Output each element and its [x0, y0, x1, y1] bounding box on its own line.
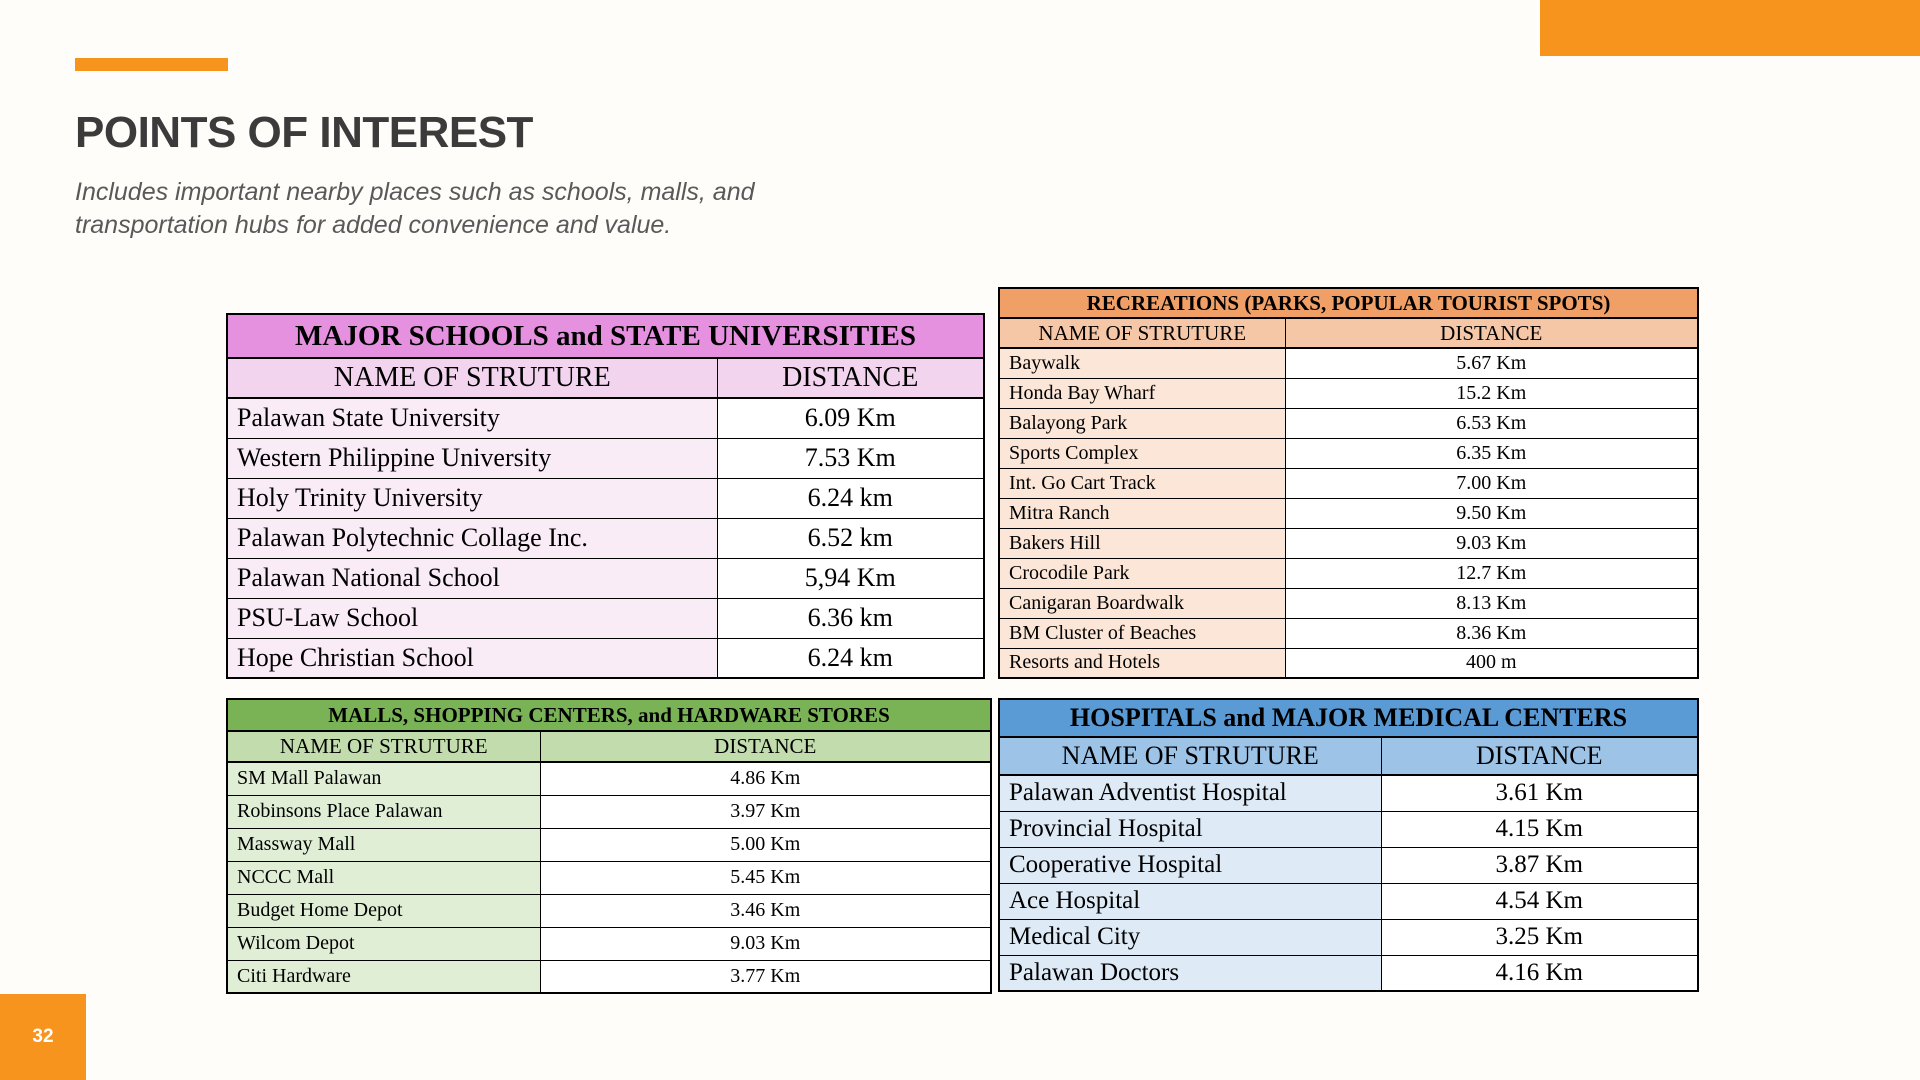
distance-cell: 6.24 km [717, 638, 984, 678]
table-row [999, 648, 1698, 678]
distance-cell: 6.24 km [717, 478, 984, 518]
distance-cell: 5.45 Km [540, 861, 991, 894]
distance-cell: 7.00 Km [1285, 468, 1698, 498]
structure-name-cell: Western Philippine University [227, 438, 717, 478]
schools-table-title-row [227, 314, 984, 358]
structure-name-cell: Baywalk [999, 348, 1285, 378]
structure-name-cell: Wilcom Depot [227, 927, 540, 960]
distance-cell: 3.25 Km [1381, 919, 1698, 955]
structure-name-cell: Int. Go Cart Track [999, 468, 1285, 498]
column-header-distance: DISTANCE [1285, 318, 1698, 348]
distance-cell: 4.86 Km [540, 762, 991, 795]
table-row [999, 528, 1698, 558]
column-header-distance: DISTANCE [540, 731, 991, 762]
table-row [999, 378, 1698, 408]
structure-name-cell: Resorts and Hotels [999, 648, 1285, 678]
structure-name-cell: Cooperative Hospital [999, 847, 1381, 883]
table-row [999, 408, 1698, 438]
structure-name-cell: Palawan Adventist Hospital [999, 775, 1381, 811]
schools-table-header-row [227, 358, 984, 398]
column-header-name: NAME OF STRUTURE [999, 737, 1381, 775]
structure-name-cell: PSU-Law School [227, 598, 717, 638]
structure-name-cell: Palawan Doctors [999, 955, 1381, 991]
column-header-distance: DISTANCE [1381, 737, 1698, 775]
malls-table-title: MALLS, SHOPPING CENTERS, and HARDWARE STORES [227, 699, 991, 731]
table-row [227, 861, 991, 894]
title-accent-bar [75, 58, 228, 71]
distance-cell: 5.67 Km [1285, 348, 1698, 378]
structure-name-cell: Palawan Polytechnic Collage Inc. [227, 518, 717, 558]
structure-name-cell: Hope Christian School [227, 638, 717, 678]
distance-cell: 3.87 Km [1381, 847, 1698, 883]
distance-cell: 6.35 Km [1285, 438, 1698, 468]
distance-cell: 8.36 Km [1285, 618, 1698, 648]
table-row [227, 598, 984, 638]
table-row [227, 762, 991, 795]
structure-name-cell: Mitra Ranch [999, 498, 1285, 528]
page-number-badge [0, 994, 86, 1080]
table-row [999, 811, 1698, 847]
table-row [227, 398, 984, 438]
table-row [227, 438, 984, 478]
recreations-table-header-row [999, 318, 1698, 348]
structure-name-cell: Crocodile Park [999, 558, 1285, 588]
distance-cell: 4.54 Km [1381, 883, 1698, 919]
hospitals-table-title: HOSPITALS and MAJOR MEDICAL CENTERS [999, 699, 1698, 737]
distance-cell: 3.97 Km [540, 795, 991, 828]
distance-cell: 8.13 Km [1285, 588, 1698, 618]
distance-cell: 15.2 Km [1285, 378, 1698, 408]
column-header-distance: DISTANCE [717, 358, 984, 398]
table-row [999, 775, 1698, 811]
distance-cell: 3.46 Km [540, 894, 991, 927]
structure-name-cell: Medical City [999, 919, 1381, 955]
distance-cell: 12.7 Km [1285, 558, 1698, 588]
distance-cell: 5,94 Km [717, 558, 984, 598]
table-row [227, 828, 991, 861]
distance-cell: 4.15 Km [1381, 811, 1698, 847]
distance-cell: 5.00 Km [540, 828, 991, 861]
structure-name-cell: SM Mall Palawan [227, 762, 540, 795]
structure-name-cell: Balayong Park [999, 408, 1285, 438]
table-row [227, 960, 991, 993]
structure-name-cell: Honda Bay Wharf [999, 378, 1285, 408]
structure-name-cell: Provincial Hospital [999, 811, 1381, 847]
distance-cell: 6.53 Km [1285, 408, 1698, 438]
structure-name-cell: Ace Hospital [999, 883, 1381, 919]
malls-table [226, 698, 992, 994]
schools-table-title: MAJOR SCHOOLS and STATE UNIVERSITIES [227, 314, 984, 358]
structure-name-cell: Palawan National School [227, 558, 717, 598]
column-header-name: NAME OF STRUTURE [227, 731, 540, 762]
table-row [999, 588, 1698, 618]
distance-cell: 7.53 Km [717, 438, 984, 478]
page-number: 32 [32, 1026, 54, 1047]
hospitals-table-header-row [999, 737, 1698, 775]
structure-name-cell: Bakers Hill [999, 528, 1285, 558]
recreations-table-title-row [999, 288, 1698, 318]
table-row [999, 438, 1698, 468]
distance-cell: 3.61 Km [1381, 775, 1698, 811]
table-row [999, 618, 1698, 648]
table-row [999, 919, 1698, 955]
distance-cell: 400 m [1285, 648, 1698, 678]
table-row [999, 498, 1698, 528]
distance-cell: 9.03 Km [540, 927, 991, 960]
table-row [999, 468, 1698, 498]
structure-name-cell: BM Cluster of Beaches [999, 618, 1285, 648]
distance-cell: 9.03 Km [1285, 528, 1698, 558]
page-title: POINTS OF INTEREST [75, 108, 533, 157]
structure-name-cell: Canigaran Boardwalk [999, 588, 1285, 618]
column-header-name: NAME OF STRUTURE [999, 318, 1285, 348]
table-row [999, 558, 1698, 588]
distance-cell: 6.09 Km [717, 398, 984, 438]
table-row [999, 847, 1698, 883]
table-row [227, 927, 991, 960]
schools-table [226, 313, 985, 679]
distance-cell: 9.50 Km [1285, 498, 1698, 528]
malls-table-title-row [227, 699, 991, 731]
distance-cell: 4.16 Km [1381, 955, 1698, 991]
table-row [227, 518, 984, 558]
structure-name-cell: Robinsons Place Palawan [227, 795, 540, 828]
table-row [227, 894, 991, 927]
page-subtitle: Includes important nearby places such as schools, malls, and transportation hubs for added convenience and value. [75, 178, 755, 239]
table-row [227, 558, 984, 598]
structure-name-cell: Massway Mall [227, 828, 540, 861]
structure-name-cell: NCCC Mall [227, 861, 540, 894]
table-row [999, 883, 1698, 919]
hospitals-table [998, 698, 1699, 992]
table-row [999, 348, 1698, 378]
distance-cell: 3.77 Km [540, 960, 991, 993]
distance-cell: 6.36 km [717, 598, 984, 638]
recreations-table [998, 287, 1699, 679]
top-right-corner-decoration [1540, 0, 1920, 56]
structure-name-cell: Holy Trinity University [227, 478, 717, 518]
structure-name-cell: Sports Complex [999, 438, 1285, 468]
distance-cell: 6.52 km [717, 518, 984, 558]
structure-name-cell: Palawan State University [227, 398, 717, 438]
structure-name-cell: Citi Hardware [227, 960, 540, 993]
malls-table-header-row [227, 731, 991, 762]
column-header-name: NAME OF STRUTURE [227, 358, 717, 398]
table-row [227, 795, 991, 828]
table-row [227, 638, 984, 678]
table-row [227, 478, 984, 518]
structure-name-cell: Budget Home Depot [227, 894, 540, 927]
hospitals-table-title-row [999, 699, 1698, 737]
recreations-table-title: RECREATIONS (PARKS, POPULAR TOURIST SPOTS) [999, 288, 1698, 318]
table-row [999, 955, 1698, 991]
